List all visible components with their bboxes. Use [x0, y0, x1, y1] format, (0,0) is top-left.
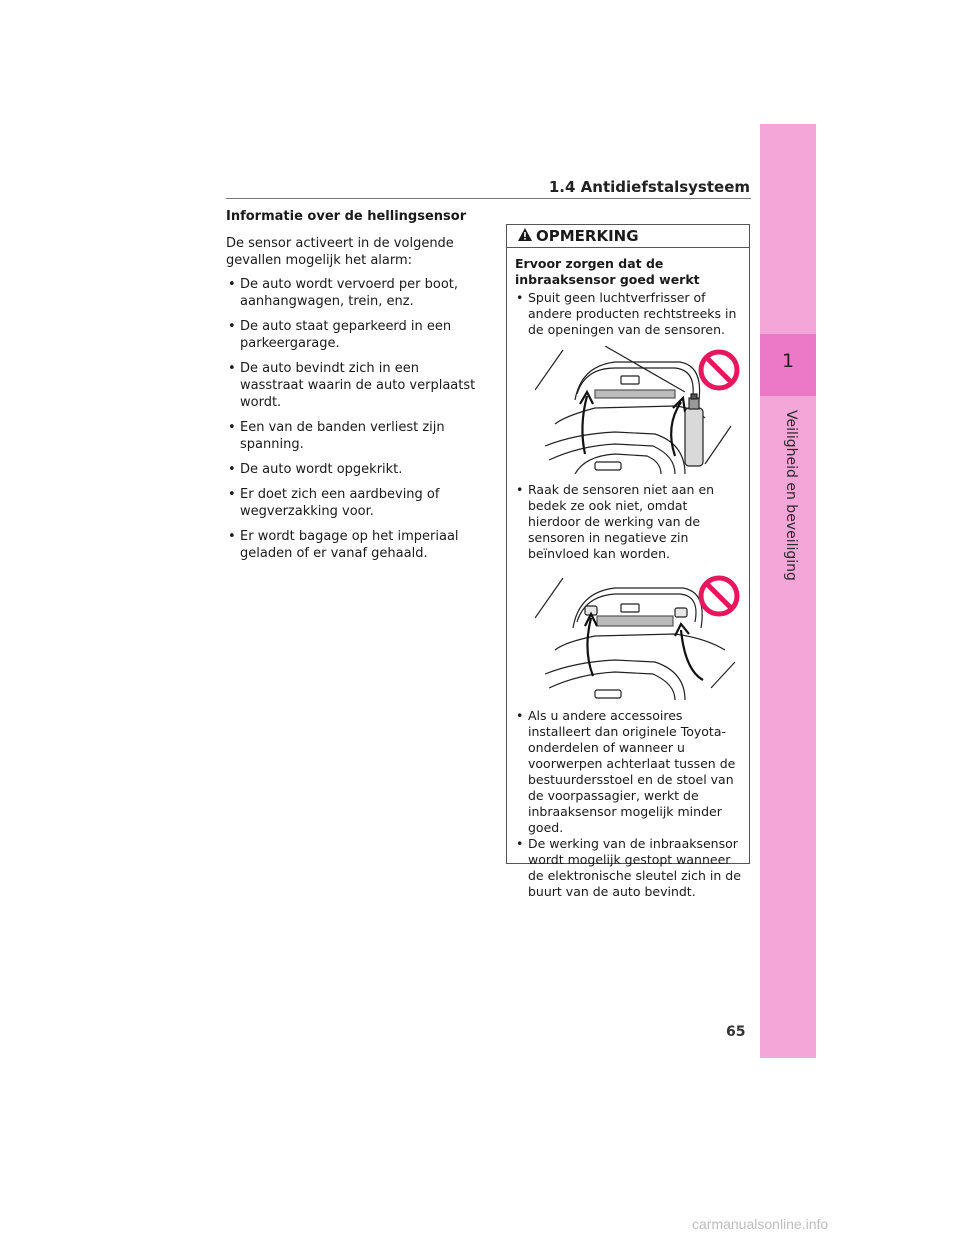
list-item: • Er wordt bagage op het imperiaal geladen of er vanaf gehaald. — [226, 528, 476, 562]
notice-list — [515, 482, 743, 562]
intro-text: De sensor activeert in de volgende gevallen mogelijk het alarm: — [226, 236, 454, 268]
section-header: 1.4 Antidiefstalsysteem — [548, 178, 750, 196]
list-item: • Raak de sensoren niet aan en bedek ze ook niet, omdat hierdoor de werking van de sensoren in negatieve zin beïnvloed kan worden. — [515, 482, 743, 562]
left-column — [226, 208, 476, 570]
spray-prohibited-illustration — [535, 346, 741, 474]
notice-body — [507, 248, 749, 900]
list-item: • De auto staat geparkeerd in een parkeergarage. — [226, 318, 476, 352]
list-item: • De auto bevindt zich in een wasstraat waarin de auto verplaatst wordt. — [226, 360, 476, 411]
chapter-number: 1 — [781, 350, 795, 372]
notice-list — [515, 708, 743, 900]
notice-box — [506, 224, 750, 899]
touch-prohibited-illustration — [535, 570, 741, 700]
list-item: • Er doet zich een aardbeving of wegverzakking voor. — [226, 486, 476, 520]
list-item: • Als u andere accessoires installeert dan originele Toyota-onderdelen of wanneer u voorwerpen achterlaat tussen de bestuurdersstoel en de stoel van de voorpassagier, werkt de inbraaksensor mogelijk minder goed. — [515, 708, 743, 836]
notice-title: OPMERKING — [536, 227, 639, 245]
notice-header — [507, 225, 749, 248]
notice-subtitle: Ervoor zorgen dat de inbraaksensor goed werkt — [515, 256, 700, 287]
list-item: • De werking van de inbraaksensor wordt mogelijk gestopt wanneer de elektronische sleutel zich in de buurt van de auto bevindt. — [515, 836, 743, 900]
header-divider — [226, 198, 751, 199]
trigger-list — [226, 276, 476, 562]
list-item: • De auto wordt vervoerd per boot, aanhangwagen, trein, enz. — [226, 276, 476, 310]
notice-list — [515, 290, 743, 338]
section-title: Informatie over de hellingsensor — [226, 209, 467, 224]
list-item: • De auto wordt opgekrikt. — [226, 461, 476, 478]
list-item: • Spuit geen luchtverfrisser of andere producten rechtstreeks in de openingen van de sensoren. — [515, 290, 743, 338]
chapter-label: Veiligheid en beveiliging — [783, 410, 799, 581]
watermark: carmanualsonline.info — [692, 1216, 829, 1232]
page-number: 65 — [726, 1024, 746, 1040]
list-item: • Een van de banden verliest zijn spanning. — [226, 419, 476, 453]
warning-icon — [517, 227, 533, 246]
